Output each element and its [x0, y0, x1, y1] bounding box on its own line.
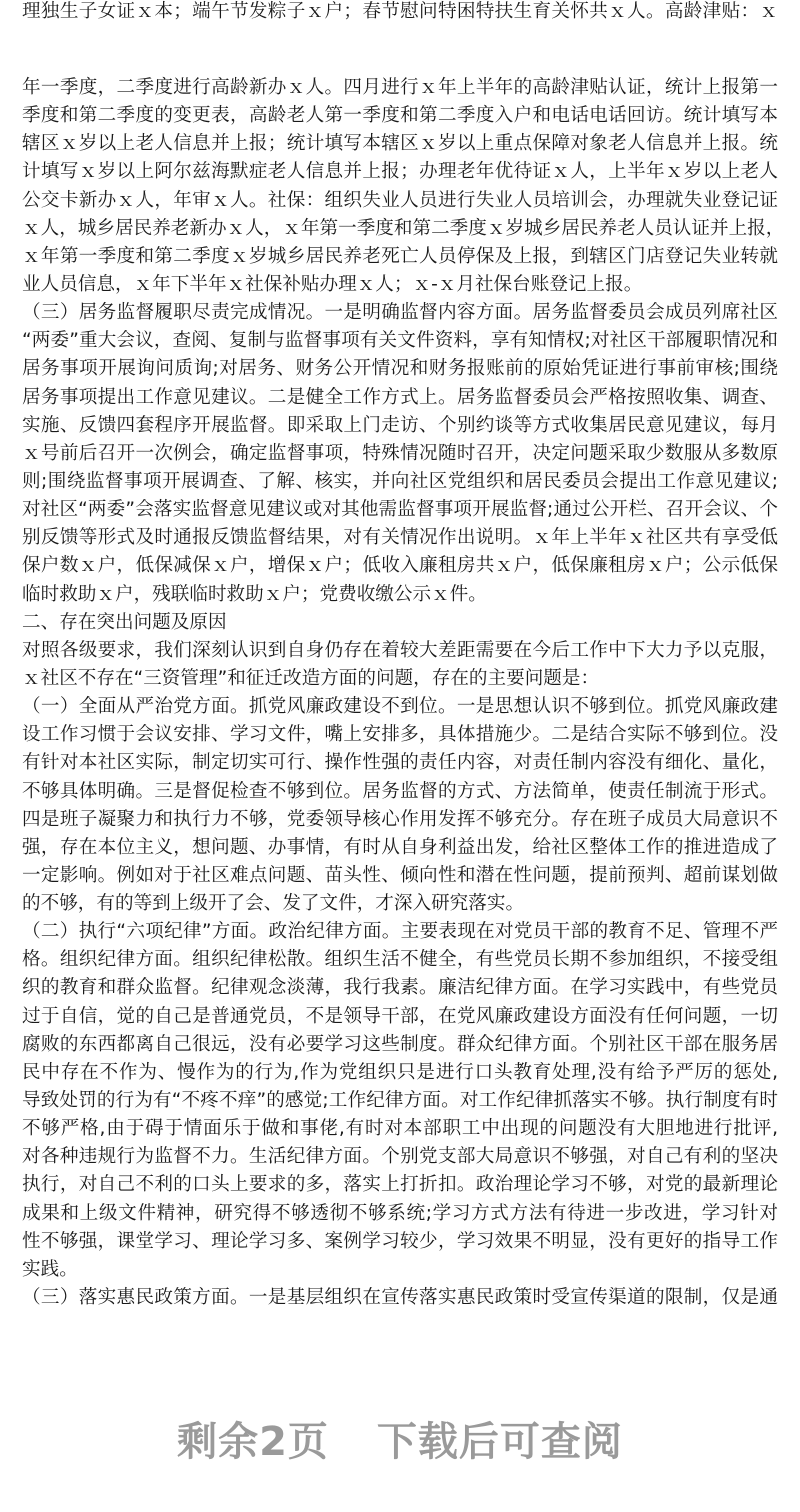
- text-line: 公交卡新办ｘ人，年审ｘ人。社保：组织失业人员进行失业人员培训会，办理就失业登记证: [22, 189, 778, 211]
- text-line: 居务事项开展询问质询;对居务、财务公开情况和财务报账前的原始凭证进行事前审核;围绕: [22, 358, 778, 380]
- text-line: 一定影响。例如对于社区难点问题、苗头性、倾向性和潜在性问题，提前预判、超前谋划做: [22, 864, 778, 886]
- text-line: “两委”重大会议，查阅、复制与监督事项有关文件资料，享有知情权;对社区干部履职情况和: [22, 330, 778, 352]
- text-line: 辖区ｘ岁以上老人信息并上报；统计填写本辖区ｘ岁以上重点保障对象老人信息并上报。统: [22, 133, 778, 155]
- text-line: 业人员信息，ｘ年下半年ｘ社保补贴办理ｘ人；ｘ-ｘ月社保台账登记上报。: [22, 273, 643, 295]
- text-line: 对照各级要求，我们深刻认识到自身仍存在着较大差距需要在今后工作中下大力予以克服，: [22, 639, 778, 661]
- text-line: 则;围绕监督事项开展调查、了解、核实，并向社区党组织和居民委员会提出工作意见建议;: [22, 470, 778, 492]
- text-line: 二、存在突出问题及原因: [22, 611, 227, 633]
- text-line: 织的教育和群众监督。纪律观念淡薄，我行我素。廉洁纪律方面。在学习实践中，有些党员: [22, 977, 778, 999]
- text-line: 成果和上级文件精神，研究得不够透彻不够系统;学习方式方法有待进一步改进，学习针对: [22, 1202, 778, 1224]
- text-line: 导致处罚的行为有“不疼不痒”的感觉;工作纪律方面。对工作纪律抓落实不够。执行制度有时: [22, 1090, 778, 1112]
- text-line: 性不够强，课堂学习、理论学习多、案例学习较少，学习效果不明显，没有更好的指导工作: [22, 1230, 778, 1252]
- text-line: 设工作习惯于会议安排、学习文件，嘴上安排多，具体措施少。二是结合实际不够到位。没: [22, 724, 778, 746]
- text-line: 格。组织纪律方面。组织纪律松散。组织生活不健全，有些党员长期不参加组织，不接受组: [22, 949, 778, 971]
- text-line: 保户数ｘ户，低保减保ｘ户，增保ｘ户；低收入廉租房共ｘ户，低保廉租房ｘ户；公示低保: [22, 555, 778, 577]
- text-line: 实施、反馈四套程序开展监督。即采取上门走访、个别约谈等方式收集居民意见建议，每月: [22, 414, 778, 436]
- text-line: 对各种违规行为监督不力。生活纪律方面。个别党支部大局意识不够强，对自己有利的坚决: [22, 1146, 778, 1168]
- text-line: 过于自信，觉的自己是普通党员，不是领导干部，在党风廉政建设方面没有任何问题，一切: [22, 1005, 778, 1027]
- text-line: 临时救助ｘ户，残联临时救助ｘ户；党费收缴公示ｘ件。: [22, 583, 487, 605]
- text-line: 民中存在不作为、慢作为的行为,作为党组织只是进行口头教育处理,没有给予严厉的惩处,: [22, 1061, 778, 1083]
- text-line: （三）居务监督履职尽责完成情况。一是明确监督内容方面。居务监督委员会成员列席社区: [22, 302, 778, 324]
- text-line: （二）执行“六项纪律”方面。政治纪律方面。主要表现在对党员干部的教育不足、管理不严: [22, 921, 778, 943]
- text-line: （三）落实惠民政策方面。一是基层组织在宣传落实惠民政策时受宣传渠道的限制，仅是通: [22, 1287, 778, 1309]
- text-line: 居务事项提出工作意见建议。二是健全工作方式上。居务监督委员会严格按照收集、调查、: [22, 386, 778, 408]
- download-prompt[interactable]: [0, 1410, 800, 1467]
- text-line: 腐败的东西都离自己很远，没有必要学习这些制度。群众纪律方面。个别社区干部在服务居: [22, 1033, 778, 1055]
- text-line: 不够严格,由于碍于情面乐于做和事佬,有时对本部职工中出现的问题没有大胆地进行批评,: [22, 1118, 778, 1140]
- text-line: ｘ社区不存在“三资管理”和征迁改造方面的问题，存在的主要问题是：: [22, 667, 600, 689]
- text-line: 年一季度，二季度进行高龄新办ｘ人。四月进行ｘ年上半年的高龄津贴认证，统计上报第一: [22, 77, 778, 98]
- text-line: 对社区“两委”会落实监督意见建议或对其他需监督事项开展监督;通过公开栏、召开会议、个: [22, 499, 778, 521]
- text-line: 有针对本社区实际，制定切实可行、操作性强的责任内容，对责任制内容没有细化、量化，: [22, 752, 778, 774]
- text-line: 别反馈等形式及时通报反馈监督结果，对有关情况作出说明。ｘ年上半年ｘ社区共有享受低: [22, 527, 778, 549]
- text-line: 的不够，有的等到上级开了会、发了文件，才深入研究落实。: [22, 893, 525, 915]
- text-line: 理独生子女证ｘ本；端午节发粽子ｘ户；春节慰问特困特扶生育关怀共ｘ人。高龄津贴：ｘ: [22, 1, 778, 22]
- text-line: 实践。: [22, 1258, 78, 1280]
- text-line: （一）全面从严治党方面。抓党风廉政建设不到位。一是思想认识不够到位。抓党风廉政建: [22, 696, 778, 718]
- download-to-view-text: 下载后可查阅: [376, 1419, 623, 1465]
- text-line: 季度和第二季度的变更表，高龄老人第一季度和第二季度入户和电话电话回访。统计填写本: [22, 105, 778, 127]
- text-line: 四是班子凝聚力和执行力不够，党委领导核心作用发挥不够充分。存在班子成员大局意识不: [22, 808, 778, 830]
- text-line: 计填写ｘ岁以上阿尔兹海默症老人信息并上报；办理老年优待证ｘ人，上半年ｘ岁以上老人: [22, 161, 778, 183]
- text-line: 执行，对自己不利的口头上要求的多，落实上打折扣。政治理论学习不够，对党的最新理论: [22, 1174, 778, 1196]
- remaining-pages-text: 剩余2页: [177, 1419, 329, 1465]
- text-line: 强，存在本位主义，想问题、办事情，有时从自身利益出发，给社区整体工作的推进造成了: [22, 836, 778, 858]
- text-line: ｘ号前后召开一次例会，确定监督事项，特殊情况随时召开，决定问题采取少数服从多数原: [22, 442, 778, 464]
- text-line: ｘ人，城乡居民养老新办ｘ人，ｘ年第一季度和第二季度ｘ岁城乡居民养老人员认证并上报，: [22, 217, 785, 239]
- text-line: 不够具体明确。三是督促检查不够到位。居务监督的方式、方法简单，使责任制流于形式。: [22, 780, 778, 802]
- text-line: ｘ年第一季度和第二季度ｘ岁城乡居民养老死亡人员停保及上报，到辖区门店登记失业转就: [22, 245, 778, 267]
